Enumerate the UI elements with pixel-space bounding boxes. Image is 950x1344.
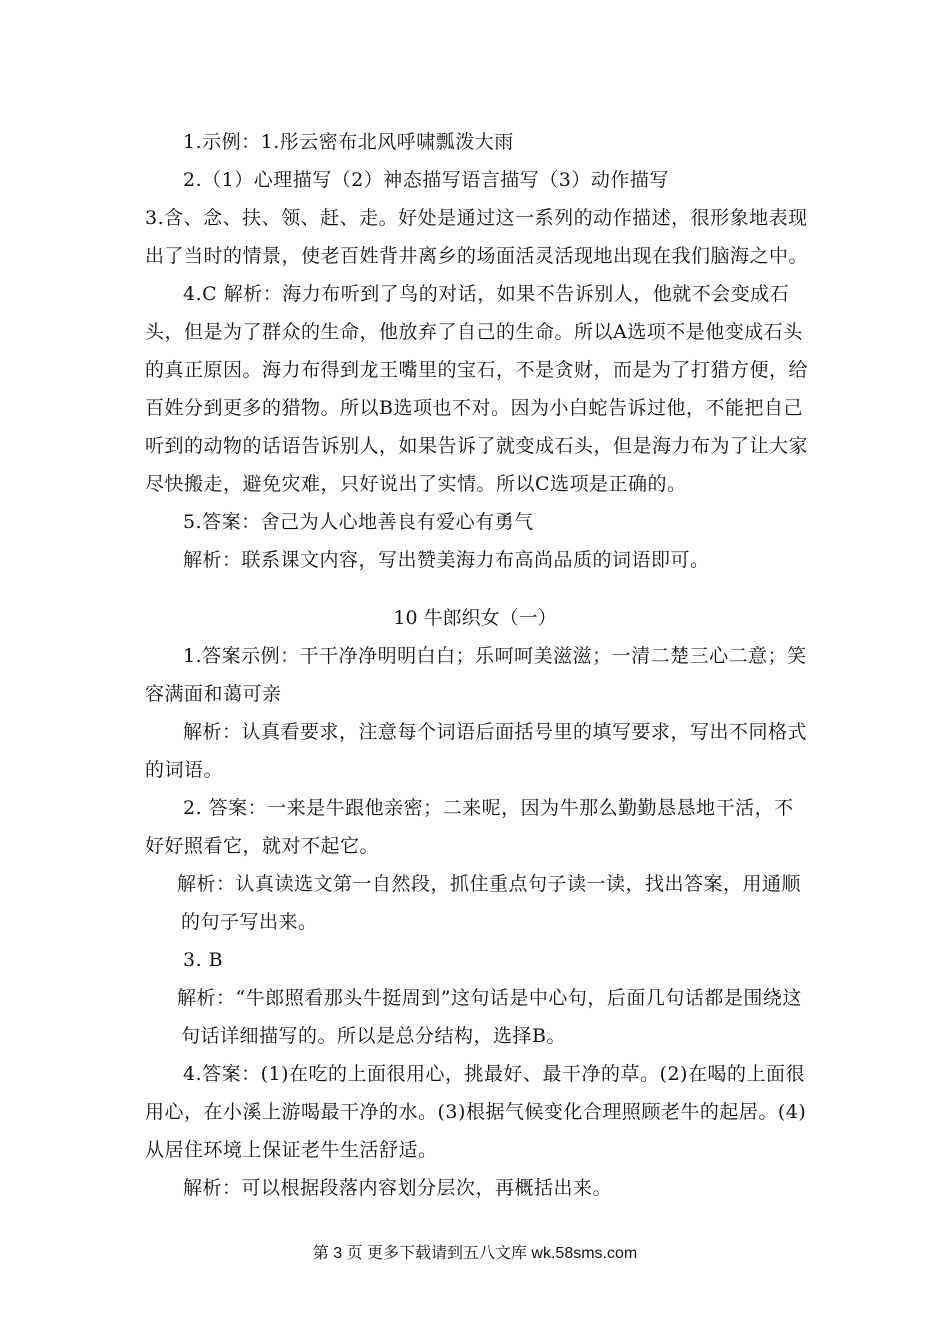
answer-s2-3: 3. B (183, 949, 224, 971)
answer-3: 3.含、念、扶、领、赶、走。好处是通过这一系列的动作描述，很形象地表现出了当时的情景，使老百姓背井离乡的场面活灵活现地出现在我们脑海之中。 (145, 207, 809, 267)
analysis-5: 解析：联系课文内容，写出赞美海力布高尚品质的词语即可。 (183, 549, 710, 571)
answer-1: 1.示例：1.彤云密布北风呼啸瓢泼大雨 (183, 131, 514, 153)
answer-s2-2: 2. 答案：一来是牛跟他亲密；二来呢，因为牛那么勤勤恳恳地干活，不好好照看它，就对不起它。 (145, 797, 794, 857)
answer-s2-1: 1.答案示例：干干净净明明白白；乐呵呵美滋滋；一清二楚三心二意；笑容满面和蔼可亲 (145, 645, 807, 705)
answer-5: 5.答案：舍己为人心地善良有爱心有勇气 (183, 511, 534, 533)
analysis-s2-2: 解析：认真读选文第一自然段，抓住重点句子读一读，找出答案，用通顺的句子写出来。 (177, 873, 802, 933)
answer-2: 2.（1）心理描写（2）神态描写语言描写（3）动作描写 (183, 169, 669, 191)
answer-4: 4.C 解析：海力布听到了鸟的对话，如果不告诉别人，他就不会变成石头，但是为了群众的生命，他放弃了自己的生命。所以A选项不是他变成石头的真正原因。海力布得到龙王嘴里的宝石，不是贪财，而是为了打猎方便，给百姓分到更多的猎物。所以B选项也不对。因为小白蛇告诉过他，不能把自己听到的动物的话语告诉别人，如果告诉了就变成石头，但是海力布为了让大家尽快搬走，避免灾难，只好说出了实情。所以C选项是正确的。 (145, 283, 809, 495)
analysis-s2-4: 解析：可以根据段落内容划分层次，再概括出来。 (183, 1177, 613, 1199)
analysis-s2-1: 解析：认真看要求，注意每个词语后面括号里的填写要求，写出不同格式的词语。 (145, 721, 808, 781)
page-footer: 第 3 页 更多下载请到五八文库 wk.58sms.com (312, 1245, 638, 1262)
section-title: 10 牛郎织女（一） (393, 607, 557, 629)
analysis-s2-3: 解析：“牛郎照看那头牛挺周到”这句话是中心句，后面几句话都是围绕这句话详细描写的。所以是总分结构，选择B。 (177, 987, 802, 1047)
answer-s2-4: 4.答案：(1)在吃的上面很用心，挑最好、最干净的草。(2)在喝的上面很用心，在小溪上游喝最干净的水。(3)根据气候变化合理照顾老牛的起居。(4)从居住环境上保证老牛生活舒适。 (145, 1063, 807, 1161)
